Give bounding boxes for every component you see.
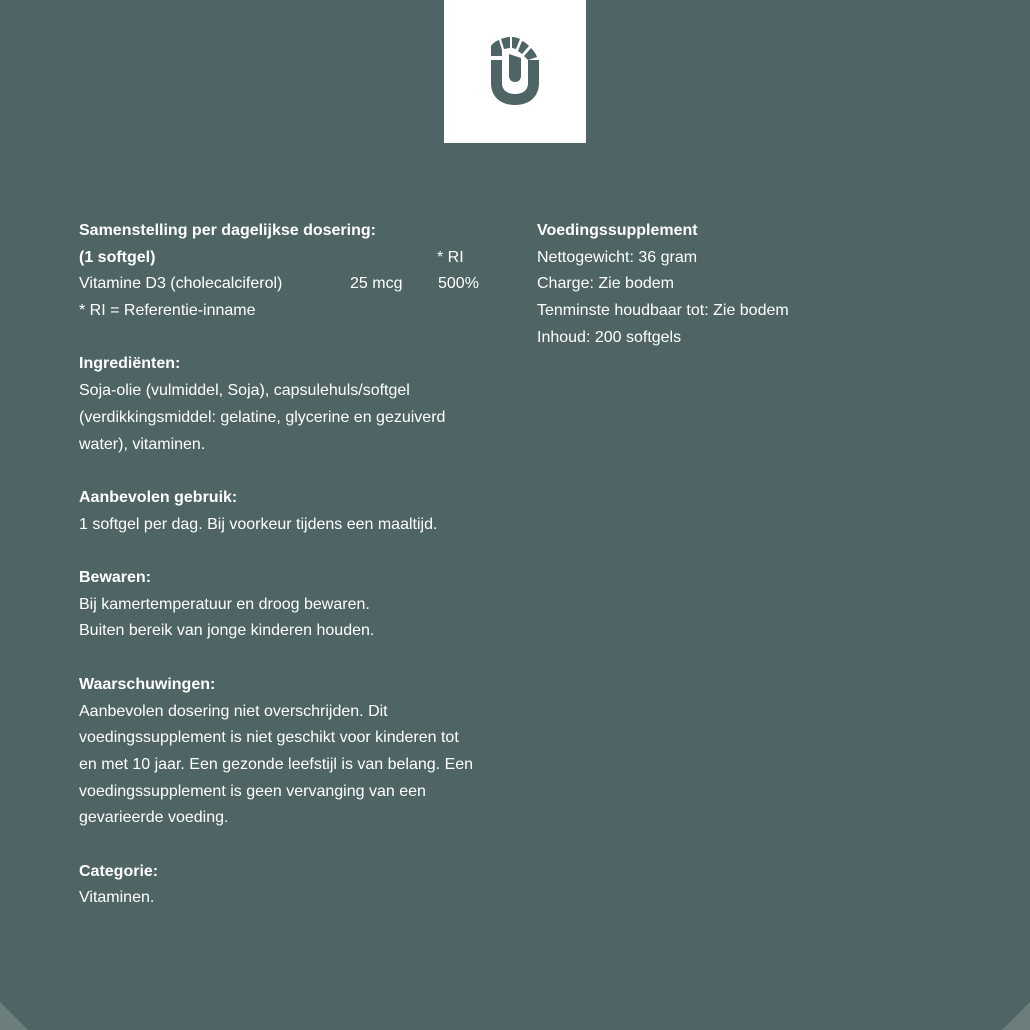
composition-footnote: * RI = Referentie-inname: [79, 302, 256, 320]
storage-line: Bij kamertemperatuur en droog bewaren.: [79, 595, 370, 613]
batch-info: Charge: Zie bodem: [537, 275, 674, 293]
ingredients-line: Soja-olie (vulmiddel, Soja), capsulehuls/softgel: [79, 382, 410, 400]
product-heading: Voedingssupplement: [537, 222, 698, 239]
left-column: [79, 218, 499, 939]
corner-decoration-right: [1002, 1002, 1030, 1030]
usage-section: [79, 485, 499, 538]
warnings-line: gevarieerde voeding.: [79, 809, 229, 827]
corner-decoration-left: [0, 1002, 28, 1030]
storage-section: [79, 565, 499, 645]
category-line: Vitaminen.: [79, 889, 155, 907]
warnings-line: en met 10 jaar. Een gezonde leefstijl is van belang. Een: [79, 755, 474, 773]
warnings-heading: Waarschuwingen:: [79, 675, 216, 693]
right-column: [537, 218, 977, 378]
composition-heading: Samenstelling per dagelijkse dosering:: [79, 222, 376, 239]
warnings-line: voedingssupplement is geen vervanging van een: [79, 782, 426, 800]
nutrient-ri: 500%: [438, 275, 479, 293]
ingredients-line: water), vitaminen.: [79, 435, 206, 453]
composition-row: [79, 271, 499, 298]
composition-subheader-row: [79, 245, 499, 272]
ingredients-section: [79, 351, 499, 458]
warnings-line: voedingssupplement is niet geschikt voor kinderen tot: [79, 729, 459, 747]
product-section: [537, 218, 977, 352]
contents: Inhoud: 200 softgels: [537, 328, 682, 346]
ri-header: * RI: [437, 248, 464, 266]
warnings-line: Aanbevolen dosering niet overschrijden. Dit: [79, 702, 388, 720]
logo-box: [444, 0, 586, 143]
warnings-section: [79, 672, 499, 832]
usage-line: 1 softgel per dag. Bij voorkeur tijdens een maaltijd.: [79, 515, 438, 533]
brand-logo-icon: [487, 36, 543, 106]
composition-subheading: (1 softgel): [79, 248, 156, 266]
nutrient-name: Vitamine D3 (cholecalciferol): [79, 275, 283, 293]
ingredients-line: (verdikkingsmiddel: gelatine, glycerine en gezuiverd: [79, 408, 446, 426]
category-section: [79, 859, 499, 912]
usage-heading: Aanbevolen gebruik:: [79, 488, 238, 506]
net-weight: Nettogewicht: 36 gram: [537, 248, 698, 266]
storage-heading: Bewaren:: [79, 569, 152, 587]
storage-line: Buiten bereik van jonge kinderen houden.: [79, 622, 375, 640]
category-heading: Categorie:: [79, 862, 159, 880]
nutrient-amount: 25 mcg: [350, 275, 403, 293]
composition-section: [79, 218, 499, 325]
best-before: Tenminste houdbaar tot: Zie bodem: [537, 302, 789, 320]
ingredients-heading: Ingrediënten:: [79, 355, 181, 373]
